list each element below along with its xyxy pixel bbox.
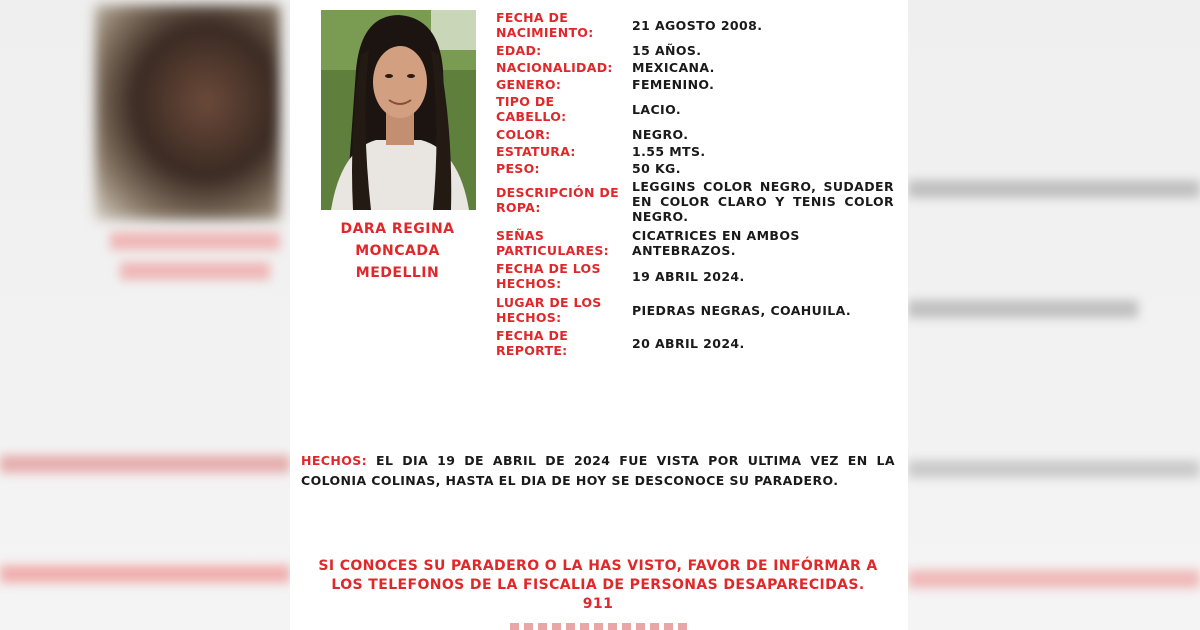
blurred-text-line bbox=[908, 460, 1200, 478]
field-label: GENERO: bbox=[496, 77, 562, 92]
blurred-name-line bbox=[120, 262, 270, 280]
field-label: ESTATURA: bbox=[496, 144, 576, 159]
blurred-background-right bbox=[908, 0, 1200, 630]
blurred-text-line bbox=[908, 570, 1200, 588]
field-label: FECHA DE NACIMIENTO: bbox=[496, 10, 594, 40]
missing-person-poster bbox=[290, 0, 908, 630]
blurred-text-line bbox=[908, 300, 1138, 318]
person-name-line: DARA REGINA bbox=[340, 221, 455, 237]
field-label: SEÑAS PARTICULARES: bbox=[496, 228, 609, 258]
cut-off-text-line bbox=[510, 623, 690, 630]
cta-phone: 911 bbox=[582, 596, 614, 612]
field-value: 21 AGOSTO 2008. bbox=[632, 18, 763, 33]
person-name bbox=[310, 218, 485, 284]
field-value: MEXICANA. bbox=[632, 60, 715, 75]
blurred-text-line bbox=[0, 455, 290, 473]
field-value: 19 ABRIL 2024. bbox=[632, 269, 745, 284]
field-label: LUGAR DE LOS HECHOS: bbox=[496, 295, 602, 325]
field-label: NACIONALIDAD: bbox=[496, 60, 613, 75]
field-value: 20 ABRIL 2024. bbox=[632, 336, 745, 351]
person-name-line: MONCADA bbox=[355, 243, 440, 259]
hechos-label: HECHOS: bbox=[301, 453, 368, 468]
field-value: LACIO. bbox=[632, 102, 681, 117]
field-value: CICATRICES EN AMBOS ANTEBRAZOS. bbox=[632, 228, 800, 258]
person-name-line: MEDELLIN bbox=[355, 265, 440, 281]
hechos-text: EL DIA 19 DE ABRIL DE 2024 FUE VISTA POR ULTIMA VEZ EN LA COLONIA COLINAS, HASTA EL DIA DE HOY SE DESCONOCE SU PARADERO. bbox=[301, 453, 895, 488]
field-label: DESCRIPCIÓN DE ROPA: bbox=[496, 185, 619, 215]
field-value: 50 KG. bbox=[632, 161, 681, 176]
hechos-paragraph bbox=[301, 451, 895, 491]
blurred-text-line bbox=[0, 565, 290, 583]
field-label: EDAD: bbox=[496, 43, 542, 58]
field-label: FECHA DE REPORTE: bbox=[496, 328, 569, 358]
field-value: 1.55 MTS. bbox=[632, 144, 706, 159]
cta-line: LOS TELEFONOS DE LA FISCALIA DE PERSONAS DESAPARECIDAS. bbox=[331, 577, 865, 593]
field-label: COLOR: bbox=[496, 127, 551, 142]
field-value: 15 AÑOS. bbox=[632, 43, 702, 58]
cta-line: SI CONOCES SU PARADERO O LA HAS VISTO, FAVOR DE INFÓRMAR A bbox=[318, 558, 878, 574]
person-photo-illustration bbox=[321, 10, 476, 210]
blurred-background-left bbox=[0, 0, 290, 630]
field-value: NEGRO. bbox=[632, 127, 689, 142]
person-photo bbox=[321, 10, 476, 210]
blurred-photo bbox=[95, 5, 280, 220]
field-value: PIEDRAS NEGRAS, COAHUILA. bbox=[632, 303, 852, 318]
call-to-action bbox=[301, 557, 895, 614]
field-value: LEGGINS COLOR NEGRO, SUDADER EN COLOR CLARO Y TENIS COLOR NEGRO. bbox=[632, 179, 894, 224]
field-value: FEMENINO. bbox=[632, 77, 715, 92]
field-label: FECHA DE LOS HECHOS: bbox=[496, 261, 601, 291]
blurred-name-line bbox=[110, 232, 280, 250]
blurred-text-line bbox=[908, 180, 1200, 198]
field-label: PESO: bbox=[496, 161, 540, 176]
field-label: TIPO DE CABELLO: bbox=[496, 94, 567, 124]
